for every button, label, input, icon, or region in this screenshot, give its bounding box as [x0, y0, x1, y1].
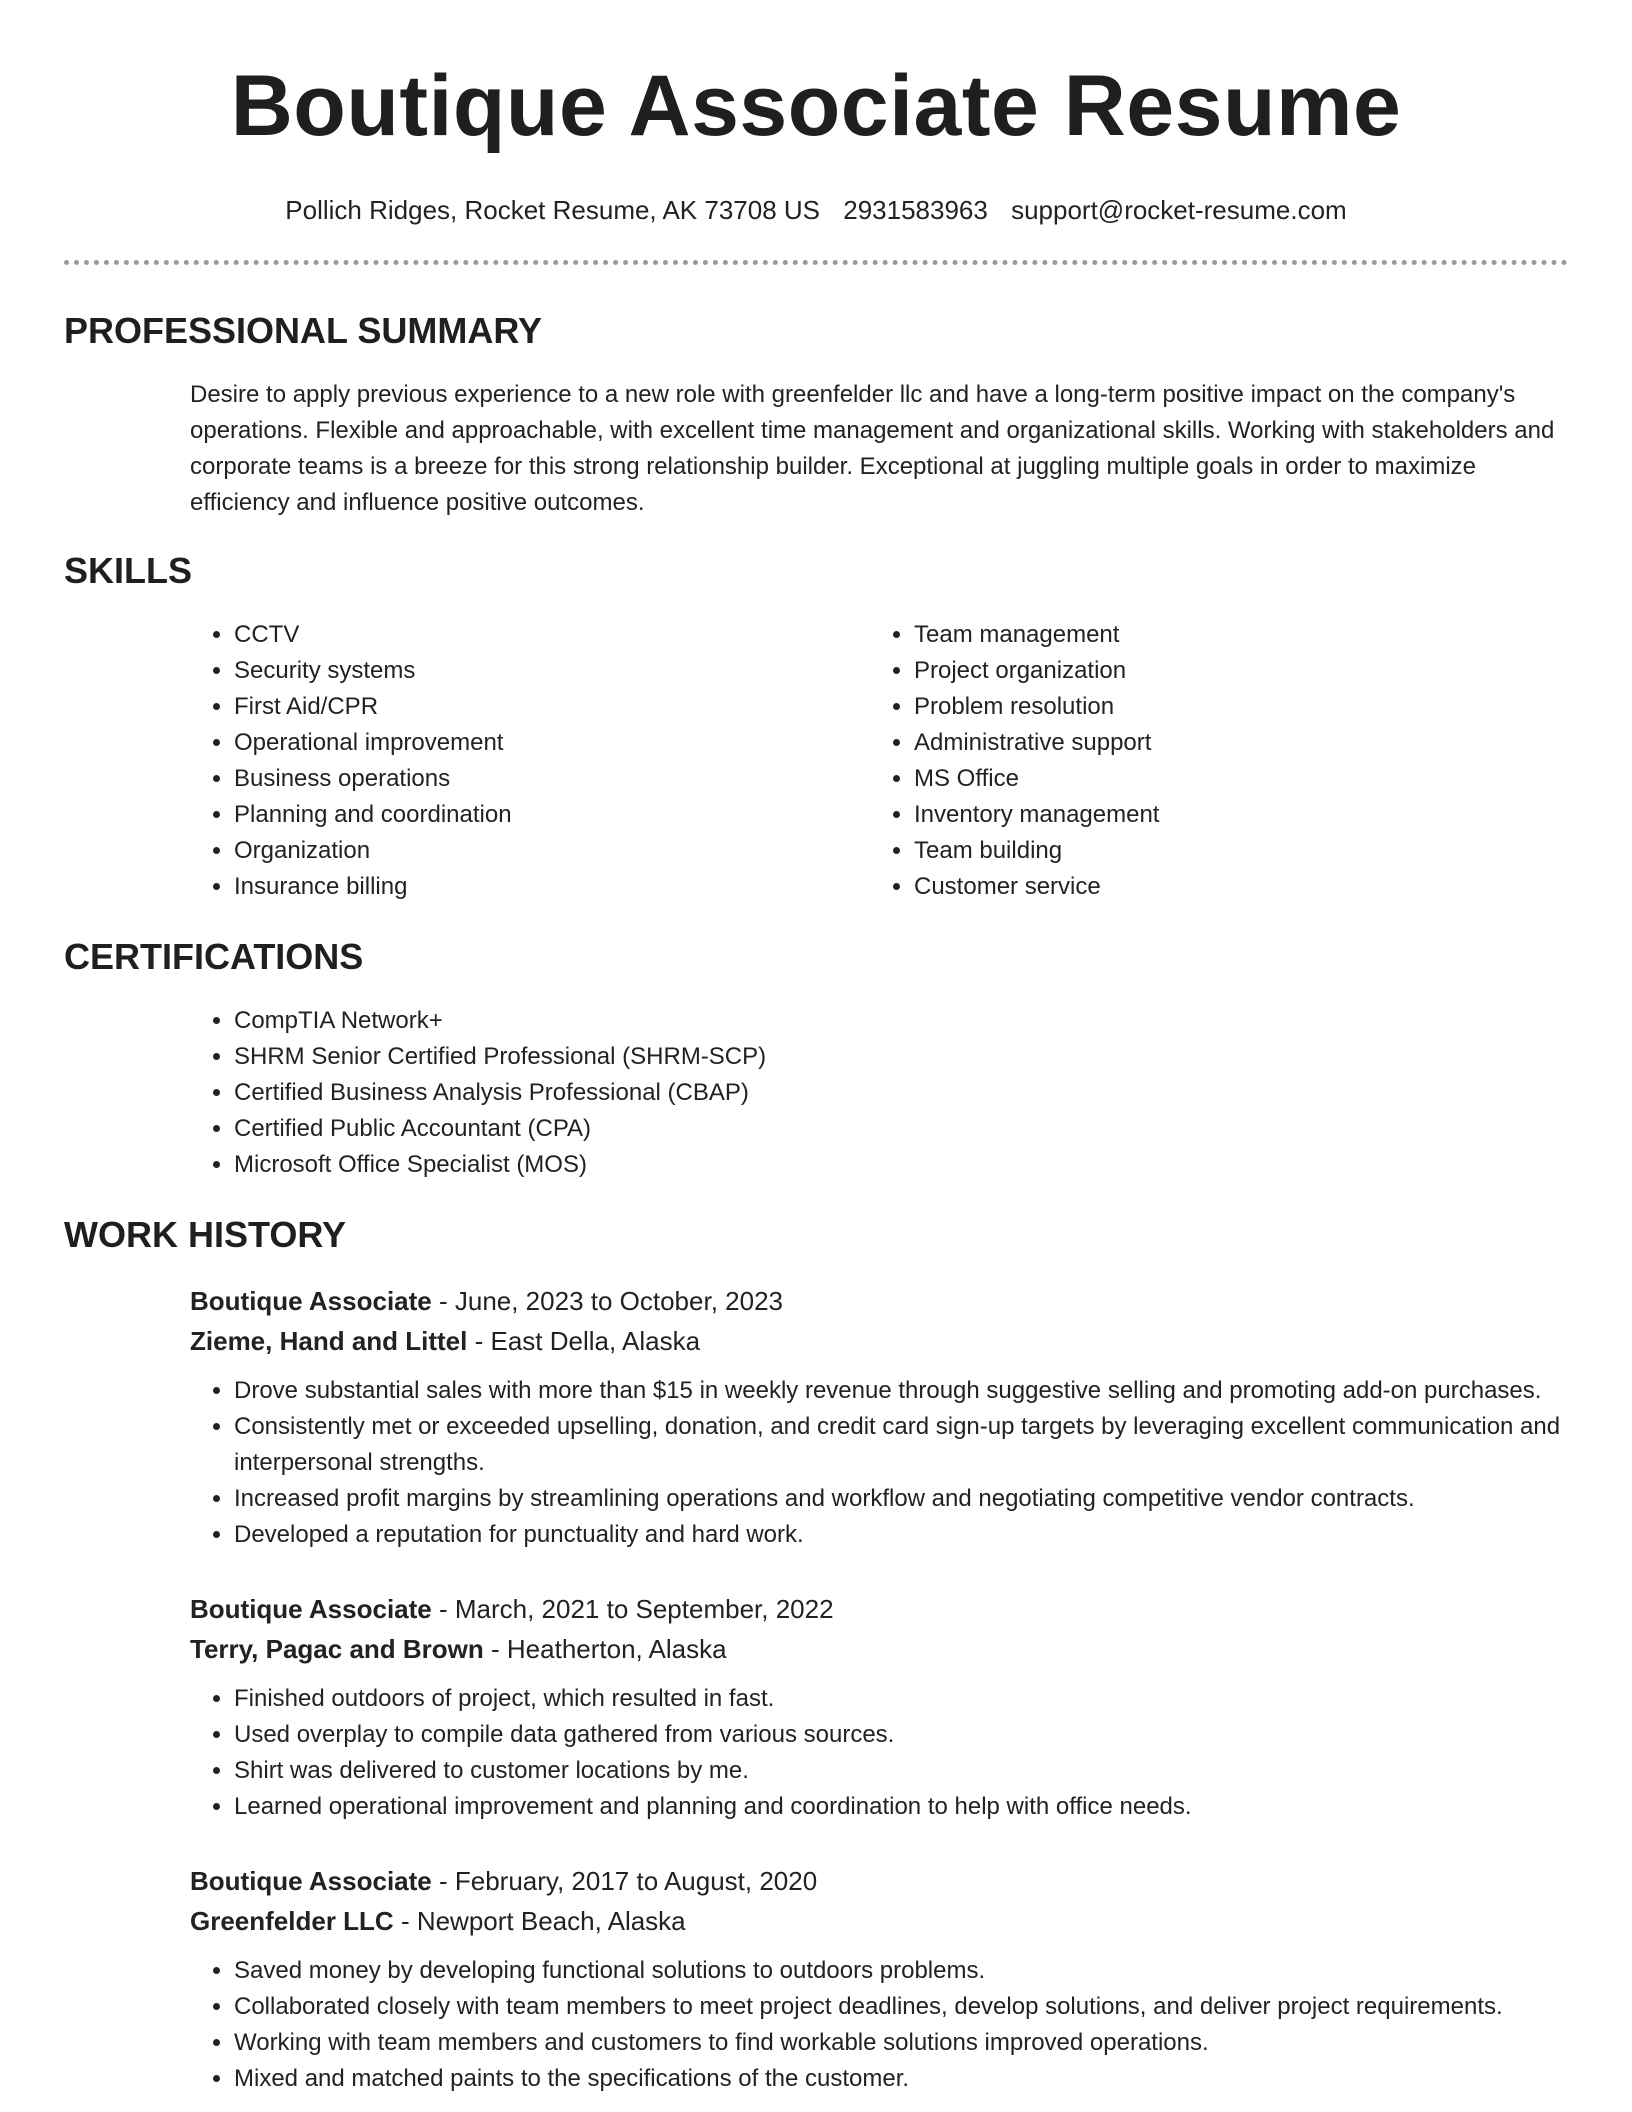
certification-item: • CompTIA Network+	[234, 1003, 1568, 1039]
skills-list-right	[870, 617, 1550, 905]
job-bullet-list	[190, 1953, 1568, 2097]
certifications-heading: CERTIFICATIONS	[64, 936, 364, 977]
skills-column-left	[190, 617, 870, 905]
job-bullet: • Working with team members and customers to find workable solutions improved operations.	[234, 2025, 1568, 2061]
job-title: Boutique Associate	[190, 1286, 432, 1316]
skill-item: • Insurance billing	[234, 869, 870, 905]
certifications-list	[190, 1003, 1568, 1183]
job-dates: - March, 2021 to September, 2022	[431, 1594, 834, 1624]
skill-item: • First Aid/CPR	[234, 689, 870, 725]
job-bullet-list	[190, 1681, 1568, 1825]
job-company: Greenfelder LLC	[190, 1906, 394, 1936]
job-bullet: • Mixed and matched paints to the specifications of the customer.	[234, 2061, 1568, 2097]
job-entry	[190, 1281, 1568, 1553]
contact-line	[64, 194, 1568, 226]
job-title: Boutique Associate	[190, 1594, 432, 1624]
contact-phone: 2931583963	[843, 195, 988, 225]
skills-heading: SKILLS	[64, 550, 193, 591]
job-bullet: • Saved money by developing functional solutions to outdoors problems.	[234, 1953, 1568, 1989]
skill-item: • Team building	[914, 833, 1550, 869]
job-location: - East Della, Alaska	[467, 1326, 701, 1356]
skill-item: • Planning and coordination	[234, 797, 870, 833]
certification-item: • Microsoft Office Specialist (MOS)	[234, 1147, 1568, 1183]
job-bullet-list	[190, 1373, 1568, 1553]
job-company-line	[190, 1321, 1568, 1361]
skill-item: • CCTV	[234, 617, 870, 653]
job-company-line	[190, 1629, 1568, 1669]
job-entry	[190, 1861, 1568, 2097]
skill-item: • Business operations	[234, 761, 870, 797]
job-bullet: • Shirt was delivered to customer locations by me.	[234, 1753, 1568, 1789]
skill-item: • MS Office	[914, 761, 1550, 797]
job-bullet: • Finished outdoors of project, which resulted in fast.	[234, 1681, 1568, 1717]
skill-item: • Problem resolution	[914, 689, 1550, 725]
job-company-line	[190, 1901, 1568, 1941]
skills-list-left	[190, 617, 870, 905]
job-title-line	[190, 1589, 1568, 1629]
job-title: Boutique Associate	[190, 1866, 432, 1896]
skill-item: • Security systems	[234, 653, 870, 689]
job-dates: - June, 2023 to October, 2023	[431, 1286, 783, 1316]
job-company: Zieme, Hand and Littel	[190, 1326, 468, 1356]
job-title-line	[190, 1281, 1568, 1321]
job-company: Terry, Pagac and Brown	[190, 1634, 484, 1664]
contact-address: Pollich Ridges, Rocket Resume, AK 73708 US	[285, 195, 820, 225]
job-bullet: • Learned operational improvement and planning and coordination to help with office needs.	[234, 1789, 1568, 1825]
job-location: - Newport Beach, Alaska	[393, 1906, 686, 1936]
skill-item: • Organization	[234, 833, 870, 869]
job-dates: - February, 2017 to August, 2020	[431, 1866, 818, 1896]
skill-item: • Project organization	[914, 653, 1550, 689]
job-bullet: • Used overplay to compile data gathered from various sources.	[234, 1717, 1568, 1753]
job-bullet: • Increased profit margins by streamlining operations and workflow and negotiating competitive vendor contracts.	[234, 1481, 1568, 1517]
summary-text: Desire to apply previous experience to a new role with greenfelder llc and have a long-term positive impact on the company's operations. Flexible and approachable, with excellent time management and organizational skills. Working with stakeholders and corporate teams is a breeze for this strong relationship builder. Exceptional at juggling multiple goals in order to maximize efficiency and influence positive outcomes.	[190, 381, 1555, 516]
work-history-heading: WORK HISTORY	[64, 1214, 347, 1255]
job-location: - Heatherton, Alaska	[483, 1634, 727, 1664]
job-bullet: • Developed a reputation for punctuality and hard work.	[234, 1517, 1568, 1553]
job-bullet: • Consistently met or exceeded upselling, donation, and credit card sign-up targets by leveraging excellent communication and interpersonal strengths.	[234, 1409, 1568, 1481]
skills-column-right	[870, 617, 1550, 905]
certification-item: • SHRM Senior Certified Professional (SHRM-SCP)	[234, 1039, 1568, 1075]
summary-heading: PROFESSIONAL SUMMARY	[64, 310, 543, 351]
certification-item: • Certified Business Analysis Professional (CBAP)	[234, 1075, 1568, 1111]
skills-columns	[190, 617, 1568, 905]
skill-item: • Inventory management	[914, 797, 1550, 833]
job-bullet: • Drove substantial sales with more than $15 in weekly revenue through suggestive selling and promoting add-on purchases.	[234, 1373, 1568, 1409]
contact-email: support@rocket-resume.com	[1011, 195, 1347, 225]
certifications-body	[190, 1003, 1568, 1183]
header-divider	[64, 260, 1568, 265]
job-title-line	[190, 1861, 1568, 1901]
skill-item: • Administrative support	[914, 725, 1550, 761]
certification-item: • Certified Public Accountant (CPA)	[234, 1111, 1568, 1147]
skill-item: • Operational improvement	[234, 725, 870, 761]
skill-item: • Customer service	[914, 869, 1550, 905]
skill-item: • Team management	[914, 617, 1550, 653]
job-bullet: • Collaborated closely with team members to meet project deadlines, develop solutions, and deliver project requirements.	[234, 1989, 1568, 2025]
resume-title: Boutique Associate Resume	[230, 58, 1402, 154]
job-entry	[190, 1589, 1568, 1825]
